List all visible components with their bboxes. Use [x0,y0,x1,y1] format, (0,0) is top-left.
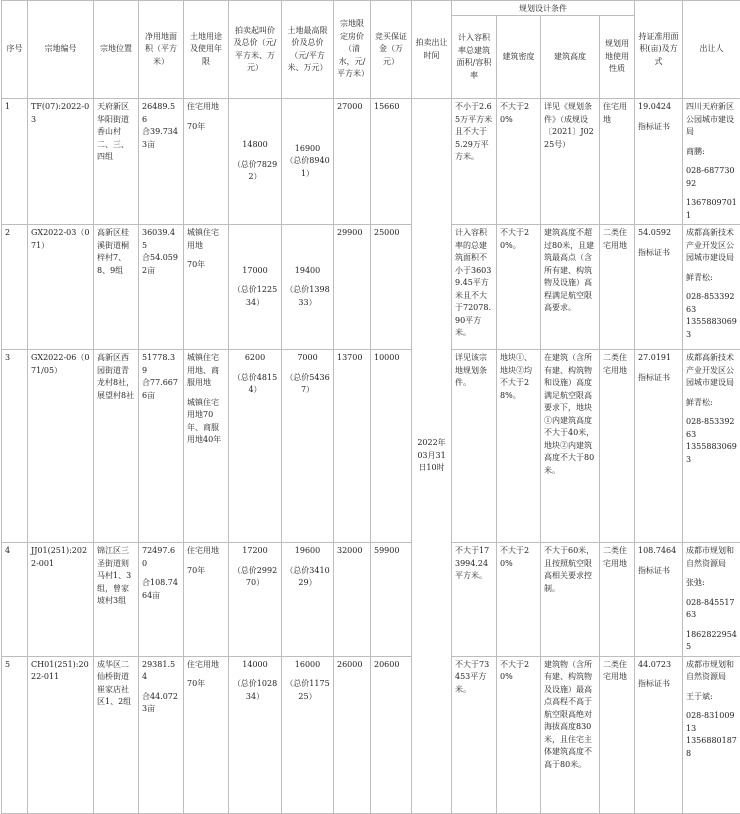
cell-start-price [229,225,282,350]
cell-auction-time: 2022年03月31日10时 [412,99,452,814]
header-far: 计入容积率总建筑面积/容积率 [452,16,497,99]
area-mu: 合108.7464亩 [142,577,180,602]
seller-name: 成都高新技术产业开发区公园城市建设局 [686,352,737,390]
max-price: 19400 [285,265,330,278]
seller-mobile: 18628229545 [686,629,737,654]
max-total: （总价54367） [285,372,330,397]
land-auction-table [1,0,740,814]
max-total: （总价117525） [285,678,330,703]
cell-use [184,656,229,813]
cell-seq: 5 [2,656,28,813]
land-use: 住宅用地 [187,545,225,558]
cell-start-price [229,543,282,657]
start-price: 14000 [232,659,278,672]
start-total: （总价122534） [232,284,278,309]
table-row [2,99,740,225]
cell-location: 高新区西园街道青龙村8社，展望村8社 [94,350,139,543]
cell-deposit: 20600 [371,656,412,813]
area-mu: 合44.0723亩 [142,691,180,716]
header-location: 宗地位置 [94,1,139,99]
cell-seller [683,99,740,225]
header-house-price: 宗地限定房价（清水，元/平方米） [334,1,371,99]
cell-house-price: 13700 [334,350,371,543]
cell-max-price [282,656,334,813]
cell-code: GX2022-06（071/05） [28,350,94,543]
cell-deposit: 59900 [371,543,412,657]
header-seller: 出让人 [683,1,740,99]
seller-contact: 张弛: [686,577,737,590]
cell-use [184,99,229,225]
cell-height: 详见《规划条件》（成规设〔2021〕J0225号） [541,99,600,225]
cell-area [139,350,184,543]
cell-height: 在建筑（含所有建、构筑物和设施）高度满足航空限高要求下，地块①内建筑高度不大于40米，地块②内建筑高度不大于80米。 [541,350,600,543]
cell-use [184,543,229,657]
start-price: 6200 [232,352,278,365]
header-plan-use: 规划用地使用性质 [600,16,635,99]
land-use: 住宅用地 [187,659,225,672]
cell-plan-use: 二类住宅用地 [600,543,635,657]
header-planning-group: 规划设计条件 [452,1,635,16]
cell-far: 计入容积率的总建筑面积不小于36039.45平方米且不大于72078.90平方米。 [452,225,497,350]
seller-phone: 028-85339263 [686,291,737,316]
start-total: （总价102834） [232,678,278,703]
area-sqm: 72497.60 [142,545,180,570]
quota-way: 指标证书 [638,121,679,134]
max-price: 16900 [285,143,330,156]
cell-density: 不大于20% [497,99,541,225]
header-area: 净用地面积（平方米） [139,1,184,99]
start-total: （总价78292） [232,159,278,184]
use-years: 70年 [187,121,225,134]
cell-quota [635,656,683,813]
area-mu: 合39.7343亩 [142,126,180,151]
cell-house-price: 26000 [334,656,371,813]
cell-plan-use: 二类住宅用地 [600,656,635,813]
cell-seq: 3 [2,350,28,543]
start-price: 14800 [232,139,278,152]
cell-code: JJ01(251):2022-001 [28,543,94,657]
cell-area [139,656,184,813]
start-total: （总价48154） [232,372,278,397]
seller-mobile: 13558830693 [686,441,737,466]
cell-deposit: 25000 [371,225,412,350]
cell-location: 成华区二仙桥街道崔家店社区1、2组 [94,656,139,813]
cell-area [139,543,184,657]
cell-density: 不大于20% [497,656,541,813]
seller-phone: 028-84551763 [686,597,737,622]
header-quota: 持证准用面积(亩)及方式 [635,1,683,99]
cell-far: 不大于73453平方米。 [452,656,497,813]
header-code: 宗地编号 [28,1,94,99]
seller-name: 成都高新技术产业开发区公园城市建设局 [686,227,737,265]
cell-deposit: 10000 [371,350,412,543]
cell-height: 建筑物（含所有建、构筑物及设施）最高点高程不高于航空限高绝对海拔高度830米，且住宅主体建筑高度不高于80米。 [541,656,600,813]
max-total: （总价139833） [285,284,330,309]
seller-contact: 商鹏: [686,146,737,159]
seller-phone: 028-85339263 [686,416,737,441]
cell-quota [635,99,683,225]
cell-max-price [282,543,334,657]
cell-seq: 2 [2,225,28,350]
seller-name: 成都市规划和自然资源局 [686,659,737,684]
cell-location: 锦江区三圣街道则马村1、3组，曾家坡村3组 [94,543,139,657]
area-sqm: 51778.39 [142,352,180,377]
area-sqm: 29381.54 [142,659,180,684]
cell-house-price: 27000 [334,99,371,225]
cell-plan-use: 二类住宅用地 [600,225,635,350]
cell-code: CH01(251):2022-011 [28,656,94,813]
table-row [2,656,740,813]
cell-code: GX2022-03（071） [28,225,94,350]
cell-deposit: 15660 [371,99,412,225]
use-years: 城镇住宅用地70年、商服用地40年 [187,397,225,447]
cell-height: 不大于60米，且按照航空限高相关要求控制。 [541,543,600,657]
seller-contact: 鲜青松: [686,397,737,410]
cell-plan-use: 住宅用地 [600,99,635,225]
cell-far: 详见该宗地规划条件。 [452,350,497,543]
cell-far: 不大于173994.24平方米。 [452,543,497,657]
max-total: （总价89401） [285,155,330,180]
quota-way: 指标证书 [638,678,679,691]
cell-area [139,225,184,350]
quota-area: 27.0191 [638,352,679,365]
header-height: 建筑高度 [541,16,600,99]
seller-phone: 028-83100913 [686,710,737,735]
area-sqm: 26489.56 [142,101,180,126]
quota-area: 54.0592 [638,227,679,240]
land-use: 城镇住宅用地、商服用地 [187,352,225,390]
start-price: 17200 [232,545,278,558]
cell-seller [683,543,740,657]
seller-contact: 鲜青松: [686,272,737,285]
cell-area [139,99,184,225]
cell-density: 不大于20%。 [497,225,541,350]
cell-quota [635,225,683,350]
area-sqm: 36039.45 [142,227,180,252]
land-use: 住宅用地 [187,101,225,114]
cell-seller [683,225,740,350]
cell-start-price [229,99,282,225]
max-total: （总价341029） [285,565,330,590]
header-seq: 序号 [2,1,28,99]
quota-area: 108.7464 [638,545,679,558]
use-years: 70年 [187,678,225,691]
cell-quota [635,543,683,657]
table-row [2,225,740,350]
cell-max-price [282,99,334,225]
table-row [2,350,740,543]
cell-code: TF(07):2022-03 [28,99,94,225]
quota-way: 指标证书 [638,372,679,385]
cell-seq: 4 [2,543,28,657]
header-start-price: 拍卖起叫价及总价（元/平方米、万元） [229,1,282,99]
use-years: 70年 [187,565,225,578]
cell-house-price: 32000 [334,543,371,657]
area-mu: 合77.6676亩 [142,377,180,402]
cell-quota [635,350,683,543]
cell-density: 地块①、地块②均不大于28%。 [497,350,541,543]
cell-max-price [282,225,334,350]
area-mu: 合54.0592亩 [142,252,180,277]
max-price: 7000 [285,352,330,365]
use-years: 70年 [187,259,225,272]
header-density: 建筑密度 [497,16,541,99]
start-total: （总价299270） [232,565,278,590]
header-use: 土地用途及使用年限 [184,1,229,99]
start-price: 17000 [232,265,278,278]
seller-contact: 王于斌: [686,691,737,704]
cell-density: 不大于20% [497,543,541,657]
seller-mobile: 13678097011 [686,197,737,222]
cell-seller [683,350,740,543]
cell-far: 不小于2.65万平方米且不大于5.29万平方米。 [452,99,497,225]
cell-use [184,350,229,543]
cell-use [184,225,229,350]
header-auction-time: 拍卖出让时间 [412,1,452,99]
quota-area: 44.0723 [638,659,679,672]
seller-name: 四川天府新区公园城市建设局 [686,101,737,139]
header-max-price: 土地最高限价及总价（元/平方米、万元） [282,1,334,99]
cell-seq: 1 [2,99,28,225]
seller-name: 成都市规划和自然资源局 [686,545,737,570]
cell-max-price [282,350,334,543]
seller-mobile: 13558830693 [686,316,737,341]
cell-house-price: 29900 [334,225,371,350]
seller-phone: 028-68773092 [686,165,737,190]
cell-location: 天府新区华阳街道香山村二、三、四组 [94,99,139,225]
max-price: 16000 [285,659,330,672]
quota-way: 指标证书 [638,247,679,260]
max-price: 19600 [285,545,330,558]
cell-height: 建筑高度不超过80米，且建筑最高点（含所有建、构筑物及设施）高程满足航空限高要求。 [541,225,600,350]
cell-plan-use: 二类住宅用地 [600,350,635,543]
quota-way: 指标证书 [638,565,679,578]
seller-mobile: 13568801878 [686,735,737,760]
quota-area: 19.0424 [638,101,679,114]
cell-start-price [229,656,282,813]
cell-location: 高新区桂溪街道桐梓村7、8、9组 [94,225,139,350]
cell-seller [683,656,740,813]
cell-start-price [229,350,282,543]
header-deposit: 竞买保证金（万元） [371,1,412,99]
land-use: 城镇住宅用地 [187,227,225,252]
table-row [2,543,740,657]
